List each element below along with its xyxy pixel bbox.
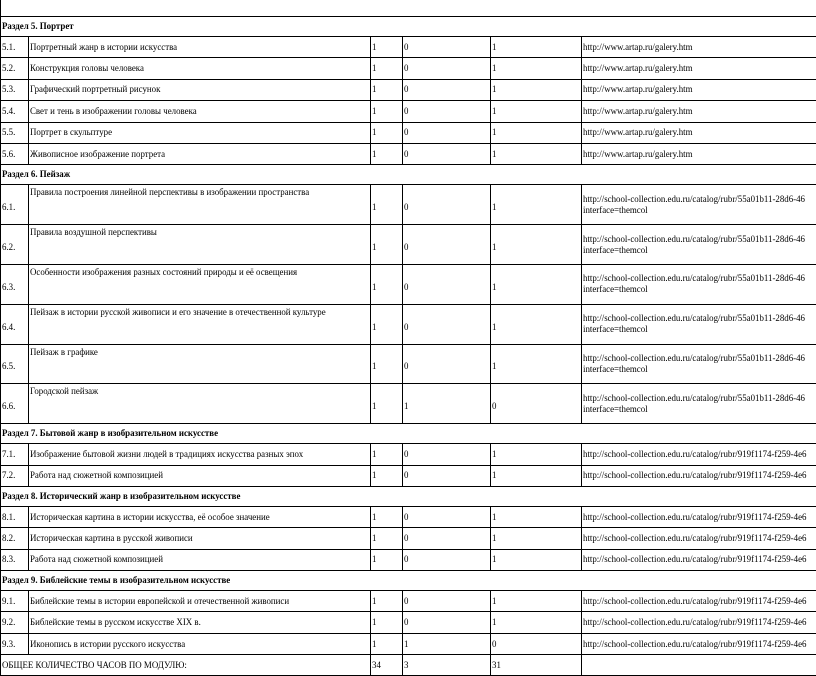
lesson-name: Портретный жанр в истории искусства: [29, 37, 371, 58]
resource-link-cell[interactable]: [582, 612, 816, 633]
hours-practice: 1: [491, 304, 582, 344]
hours-theory: 0: [403, 549, 491, 570]
resource-link-cell[interactable]: [582, 264, 816, 304]
hours-theory: 0: [403, 344, 491, 384]
lesson-name: Портрет в скульптуре: [29, 122, 371, 143]
lesson-name: Работа над сюжетной композицией: [29, 465, 371, 486]
hours-theory: 0: [403, 79, 491, 100]
lesson-number: 8.2.: [1, 528, 29, 549]
hours-practice: 1: [491, 612, 582, 633]
table-row: [1, 506, 816, 527]
hours-practice: 1: [491, 528, 582, 549]
hours-practice: 1: [491, 143, 582, 164]
resource-link[interactable]: http://school-collection.edu.ru/catalog/rubr/919f1174-f259-4e6: [583, 617, 816, 628]
total-practice: 31: [491, 655, 582, 676]
hours-theory: 0: [403, 225, 491, 265]
lesson-number: 5.6.: [1, 143, 29, 164]
hours-practice: 1: [491, 122, 582, 143]
section-header-row: [1, 486, 816, 506]
lesson-name: Пейзаж в истории русской живописи и его значение в отечественной культуре: [29, 304, 371, 344]
hours-theory: 0: [403, 528, 491, 549]
table-row: [1, 37, 816, 58]
resource-link[interactable]: http://www.artap.ru/galery.htm: [583, 63, 816, 74]
table-row: [1, 612, 816, 633]
table-row: [1, 143, 816, 164]
lesson-name: Правила воздушной перспективы: [29, 225, 371, 265]
resource-link-cell[interactable]: [582, 101, 816, 122]
resource-link[interactable]: http://school-collection.edu.ru/catalog/rubr/919f1174-f259-4e6: [583, 512, 816, 523]
resource-link-cell[interactable]: [582, 591, 816, 612]
resource-link-continuation[interactable]: interface=themcol: [583, 404, 816, 415]
hours-theory: 0: [403, 444, 491, 465]
lesson-name: Иконопись в истории русского искусства: [29, 633, 371, 654]
table-row: [1, 444, 816, 465]
resource-link[interactable]: http://www.artap.ru/galery.htm: [583, 106, 816, 117]
resource-link-cell[interactable]: [582, 528, 816, 549]
lesson-name: Изображение бытовой жизни людей в традициях искусства разных эпох: [29, 444, 371, 465]
resource-link[interactable]: http://www.artap.ru/galery.htm: [583, 84, 816, 95]
hours-theory: 0: [403, 304, 491, 344]
hours-practice: 0: [491, 633, 582, 654]
resource-link-cell[interactable]: [582, 633, 816, 654]
hours-practice: 1: [491, 79, 582, 100]
lesson-name: Городской пейзаж: [29, 384, 371, 424]
resource-link-cell[interactable]: [582, 549, 816, 570]
lesson-name: Историческая картина в истории искусства, её особое значение: [29, 506, 371, 527]
lesson-number: 7.1.: [1, 444, 29, 465]
resource-link[interactable]: http://school-collection.edu.ru/catalog/rubr/55a01b11-28d6-46: [583, 234, 816, 245]
hours-total: 1: [371, 528, 403, 549]
section-header-row: [1, 424, 816, 444]
section-title: Раздел 8. Исторический жанр в изобразительном искусстве: [1, 486, 816, 506]
resource-link[interactable]: http://school-collection.edu.ru/catalog/rubr/55a01b11-28d6-46: [583, 273, 816, 284]
hours-total: 1: [371, 591, 403, 612]
lesson-name: Библейские темы в русском искусстве XIX в.: [29, 612, 371, 633]
hours-total: 1: [371, 185, 403, 225]
lesson-name: Живописное изображение портрета: [29, 143, 371, 164]
hours-total: 1: [371, 101, 403, 122]
lesson-number: 9.3.: [1, 633, 29, 654]
resource-link[interactable]: http://www.artap.ru/galery.htm: [583, 127, 816, 138]
lesson-number: 6.2.: [1, 225, 29, 265]
hours-theory: 0: [403, 37, 491, 58]
resource-link[interactable]: http://www.artap.ru/galery.htm: [583, 149, 816, 160]
table-row: [1, 465, 816, 486]
hours-practice: 0: [491, 384, 582, 424]
total-row: [1, 655, 816, 676]
hours-theory: 0: [403, 58, 491, 79]
hours-practice: 1: [491, 225, 582, 265]
resource-link-cell[interactable]: [582, 185, 816, 225]
curriculum-table-body: [1, 0, 816, 676]
table-row: [1, 384, 816, 424]
resource-link-cell[interactable]: [582, 37, 816, 58]
table-row: [1, 549, 816, 570]
resource-link-continuation[interactable]: interface=themcol: [583, 324, 816, 335]
resource-link-cell[interactable]: [582, 465, 816, 486]
lesson-number: 5.3.: [1, 79, 29, 100]
lesson-name: Историческая картина в русской живописи: [29, 528, 371, 549]
resource-link-cell[interactable]: [582, 122, 816, 143]
resource-link[interactable]: http://school-collection.edu.ru/catalog/rubr/919f1174-f259-4e6: [583, 596, 816, 607]
resource-link-continuation[interactable]: interface=themcol: [583, 364, 816, 375]
resource-link[interactable]: http://school-collection.edu.ru/catalog/rubr/919f1174-f259-4e6: [583, 449, 816, 460]
hours-theory: 0: [403, 122, 491, 143]
table-row: [1, 591, 816, 612]
lesson-name: Особенности изображения разных состояний природы и её освещения: [29, 264, 371, 304]
resource-link[interactable]: http://school-collection.edu.ru/catalog/rubr/919f1174-f259-4e6: [583, 554, 816, 565]
hours-practice: 1: [491, 344, 582, 384]
resource-link[interactable]: http://school-collection.edu.ru/catalog/rubr/919f1174-f259-4e6: [583, 470, 816, 481]
hours-total: 1: [371, 549, 403, 570]
hours-practice: 1: [491, 591, 582, 612]
resource-link[interactable]: http://school-collection.edu.ru/catalog/rubr/55a01b11-28d6-46: [583, 194, 816, 205]
hours-theory: 0: [403, 612, 491, 633]
lesson-name: Библейские темы в истории европейской и отечественной живописи: [29, 591, 371, 612]
section-title: Раздел 7. Бытовой жанр в изобразительном искусстве: [1, 424, 816, 444]
lesson-number: 6.5.: [1, 344, 29, 384]
table-row: [1, 58, 816, 79]
lesson-number: 7.2.: [1, 465, 29, 486]
hours-total: 1: [371, 58, 403, 79]
hours-total: 1: [371, 506, 403, 527]
hours-total: 1: [371, 384, 403, 424]
section-title: Раздел 9. Библейские темы в изобразительном искусстве: [1, 571, 816, 591]
lesson-number: 8.3.: [1, 549, 29, 570]
lesson-number: 8.1.: [1, 506, 29, 527]
hours-total: 1: [371, 465, 403, 486]
hours-total: 1: [371, 304, 403, 344]
lesson-number: 6.1.: [1, 185, 29, 225]
hours-theory: 1: [403, 384, 491, 424]
hours-total: 1: [371, 633, 403, 654]
total-hours: 34: [371, 655, 403, 676]
hours-practice: 1: [491, 506, 582, 527]
table-row: [1, 185, 816, 225]
resource-link[interactable]: http://school-collection.edu.ru/catalog/rubr/55a01b11-28d6-46: [583, 353, 816, 364]
table-row: [1, 304, 816, 344]
resource-link-cell[interactable]: [582, 304, 816, 344]
hours-total: 1: [371, 122, 403, 143]
resource-link[interactable]: http://school-collection.edu.ru/catalog/rubr/919f1174-f259-4e6: [583, 639, 816, 650]
hours-practice: 1: [491, 465, 582, 486]
top-blank-row: [1, 0, 816, 17]
resource-link-continuation[interactable]: interface=themcol: [583, 245, 816, 256]
hours-practice: 1: [491, 549, 582, 570]
total-label: ОБЩЕЕ КОЛИЧЕСТВО ЧАСОВ ПО МОДУЛЮ:: [1, 655, 371, 676]
hours-total: 1: [371, 444, 403, 465]
section-header-row: [1, 165, 816, 185]
lesson-number: 6.4.: [1, 304, 29, 344]
total-theory: 3: [403, 655, 491, 676]
table-row: [1, 101, 816, 122]
lesson-number: 9.2.: [1, 612, 29, 633]
table-row: [1, 344, 816, 384]
lesson-name: Конструкция головы человека: [29, 58, 371, 79]
resource-link-cell[interactable]: [582, 143, 816, 164]
section-title: Раздел 5. Портрет: [1, 17, 816, 37]
lesson-number: 6.3.: [1, 264, 29, 304]
lesson-number: 6.6.: [1, 384, 29, 424]
resource-link[interactable]: http://school-collection.edu.ru/catalog/rubr/55a01b11-28d6-46: [583, 393, 816, 404]
resource-link-cell[interactable]: [582, 384, 816, 424]
table-row: [1, 79, 816, 100]
hours-practice: 1: [491, 264, 582, 304]
resource-link-cell[interactable]: [582, 344, 816, 384]
hours-total: 1: [371, 37, 403, 58]
hours-practice: 1: [491, 185, 582, 225]
resource-link[interactable]: http://www.artap.ru/galery.htm: [583, 42, 816, 53]
lesson-number: 5.2.: [1, 58, 29, 79]
lesson-name: Правила построения линейной перспективы в изображении пространства: [29, 185, 371, 225]
section-header-row: [1, 571, 816, 591]
hours-theory: 0: [403, 506, 491, 527]
resource-link-continuation[interactable]: interface=themcol: [583, 284, 816, 295]
table-row: [1, 225, 816, 265]
resource-link[interactable]: http://school-collection.edu.ru/catalog/rubr/919f1174-f259-4e6: [583, 533, 816, 544]
hours-practice: 1: [491, 101, 582, 122]
hours-theory: 1: [403, 633, 491, 654]
hours-total: 1: [371, 612, 403, 633]
table-row: [1, 633, 816, 654]
hours-total: 1: [371, 79, 403, 100]
hours-theory: 0: [403, 264, 491, 304]
lesson-number: 5.4.: [1, 101, 29, 122]
hours-practice: 1: [491, 37, 582, 58]
lesson-number: 5.1.: [1, 37, 29, 58]
total-empty: [582, 655, 816, 676]
hours-theory: 0: [403, 591, 491, 612]
resource-link-cell[interactable]: [582, 79, 816, 100]
lesson-name: Свет и тень в изображении головы человека: [29, 101, 371, 122]
table-row: [1, 122, 816, 143]
resource-link-continuation[interactable]: interface=themcol: [583, 205, 816, 216]
hours-theory: 0: [403, 185, 491, 225]
section-title: Раздел 6. Пейзаж: [1, 165, 816, 185]
resource-link-cell[interactable]: [582, 506, 816, 527]
table-row: [1, 264, 816, 304]
lesson-name: Пейзаж в графике: [29, 344, 371, 384]
hours-theory: 0: [403, 465, 491, 486]
hours-total: 1: [371, 143, 403, 164]
hours-theory: 0: [403, 143, 491, 164]
hours-practice: 1: [491, 444, 582, 465]
lesson-number: 5.5.: [1, 122, 29, 143]
lesson-name: Графический портретный рисунок: [29, 79, 371, 100]
resource-link[interactable]: http://school-collection.edu.ru/catalog/rubr/55a01b11-28d6-46: [583, 313, 816, 324]
resource-link-cell[interactable]: [582, 444, 816, 465]
hours-practice: 1: [491, 58, 582, 79]
hours-theory: 0: [403, 101, 491, 122]
hours-total: 1: [371, 225, 403, 265]
lesson-name: Работа над сюжетной композицией: [29, 549, 371, 570]
table-row: [1, 528, 816, 549]
hours-total: 1: [371, 264, 403, 304]
hours-total: 1: [371, 344, 403, 384]
section-header-row: [1, 17, 816, 37]
lesson-number: 9.1.: [1, 591, 29, 612]
resource-link-cell[interactable]: [582, 225, 816, 265]
resource-link-cell[interactable]: [582, 58, 816, 79]
